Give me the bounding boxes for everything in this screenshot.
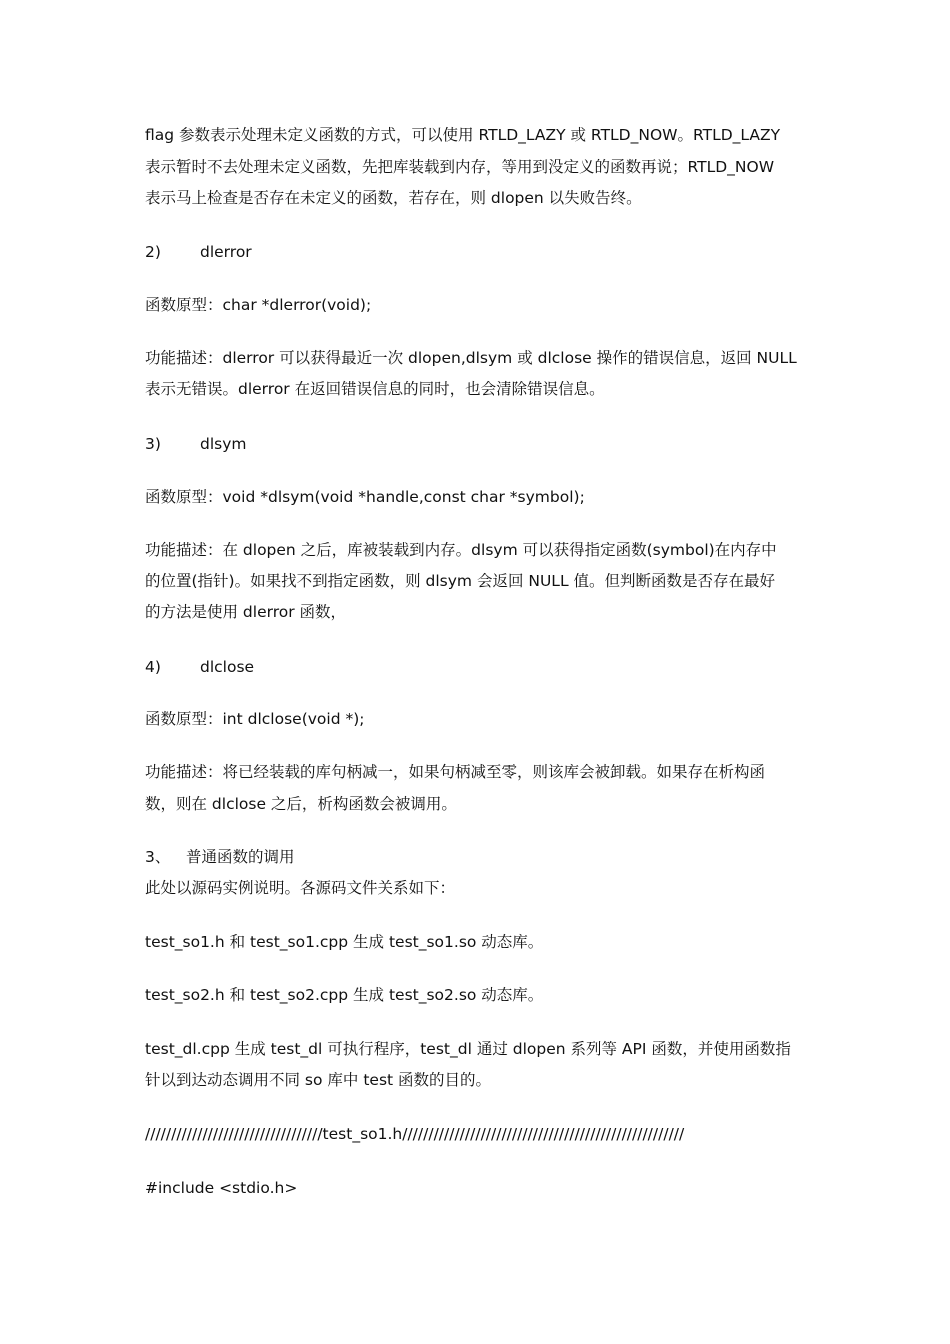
flag-paragraph-line-1: flag 参数表示处理未定义函数的方式，可以使用 RTLD_LAZY 或 RTLD_NOW。RTLD_LAZY — [145, 126, 781, 144]
code-file-separator: //////////////////////////////////test_so1.h////////////////////////////////////////////////////// — [145, 1125, 685, 1143]
dlclose-description-line-2: 数，则在 dlclose 之后，析构函数会被调用。 — [145, 795, 457, 813]
dlsym-prototype: 函数原型：void *dlsym(void *handle,const char *symbol); — [145, 488, 585, 506]
dlerror-prototype: 函数原型：char *dlerror(void); — [145, 296, 372, 314]
dlsym-number: 3) — [145, 435, 161, 453]
dlclose-description-line-1: 功能描述：将已经装载的库句柄减一，如果句柄减至零，则该库会被卸载。如果存在析构函 — [145, 763, 766, 781]
code-include-line: #include <stdio.h> — [145, 1179, 298, 1197]
flag-paragraph-line-3: 表示马上检查是否存在未定义的函数，若存在，则 dlopen 以失败告终。 — [145, 189, 642, 207]
dlerror-number: 2) — [145, 243, 161, 261]
file-relation-so2: test_so2.h 和 test_so2.cpp 生成 test_so2.so 动态库。 — [145, 986, 544, 1004]
dlsym-description-line-1: 功能描述：在 dlopen 之后，库被装载到内存。dlsym 可以获得指定函数(symbol)在内存中 — [145, 541, 777, 559]
dlclose-heading: dlclose — [200, 658, 255, 676]
dlsym-description-line-3: 的方法是使用 dlerror 函数， — [145, 603, 347, 621]
dlerror-description-line-1: 功能描述：dlerror 可以获得最近一次 dlopen,dlsym 或 dlclose 操作的错误信息，返回 NULL — [145, 349, 797, 367]
dlclose-number: 4) — [145, 658, 161, 676]
section-3-title: 普通函数的调用 — [186, 848, 295, 866]
section-3-number: 3、 — [145, 848, 171, 866]
dlsym-heading: dlsym — [200, 435, 247, 453]
file-relation-so1: test_so1.h 和 test_so1.cpp 生成 test_so1.so 动态库。 — [145, 933, 544, 951]
dlclose-prototype: 函数原型：int dlclose(void *); — [145, 710, 365, 728]
dlsym-description-line-2: 的位置(指针)。如果找不到指定函数，则 dlsym 会返回 NULL 值。但判断函数是否存在最好 — [145, 572, 776, 590]
test-dl-paragraph-line-2: 针以到达动态调用不同 so 库中 test 函数的目的。 — [145, 1071, 492, 1089]
section-3-intro: 此处以源码实例说明。各源码文件关系如下： — [145, 879, 456, 897]
flag-paragraph-line-2: 表示暂时不去处理未定义函数，先把库装载到内存，等用到没定义的函数再说；RTLD_NOW — [145, 158, 775, 176]
dlerror-description-line-2: 表示无错误。dlerror 在返回错误信息的同时，也会清除错误信息。 — [145, 380, 605, 398]
test-dl-paragraph-line-1: test_dl.cpp 生成 test_dl 可执行程序，test_dl 通过 dlopen 系列等 API 函数，并使用函数指 — [145, 1040, 791, 1058]
dlerror-heading: dlerror — [200, 243, 252, 261]
